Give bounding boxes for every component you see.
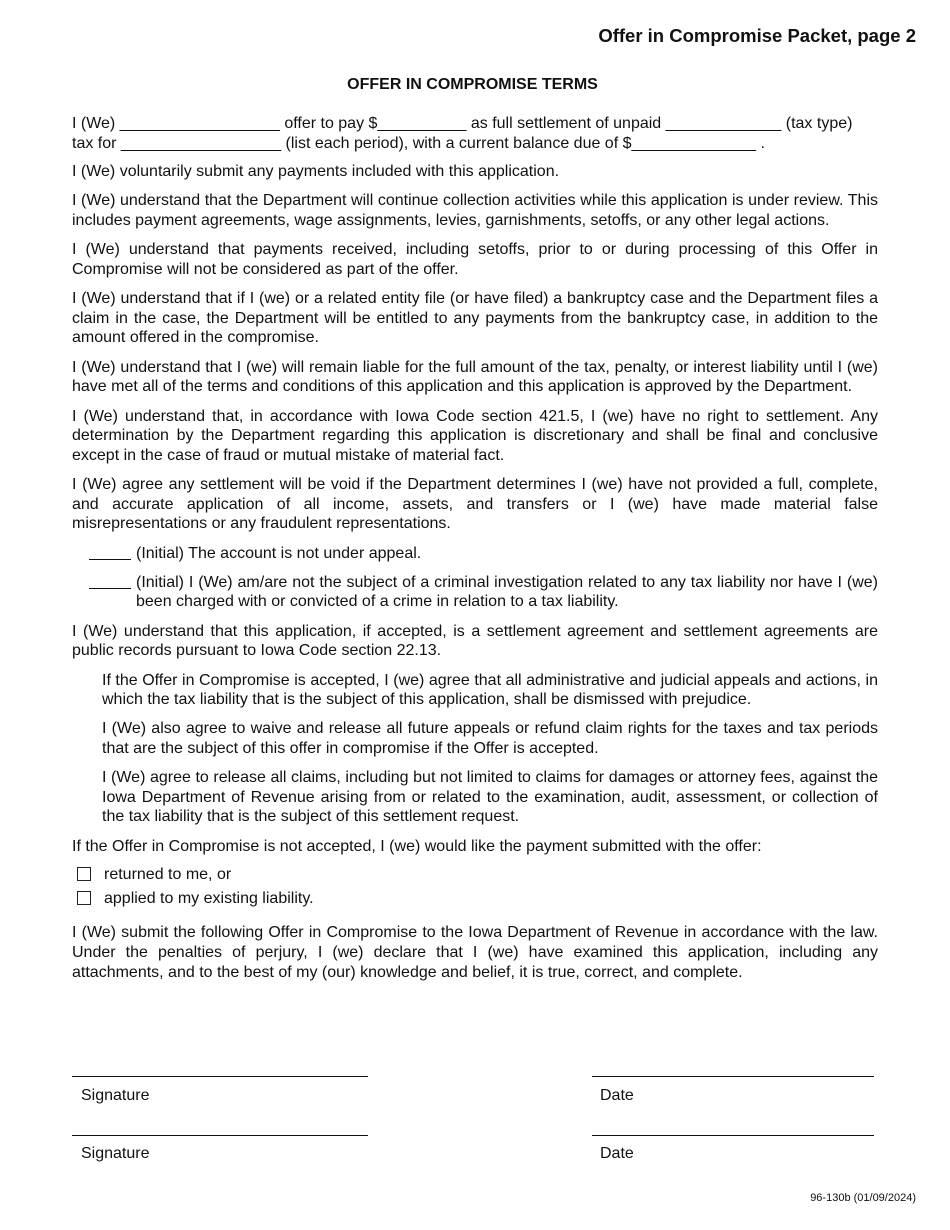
terms-body (72, 114, 878, 992)
date-line-1[interactable] (592, 1076, 874, 1077)
form-id: 96-130b (01/09/2024) (810, 1192, 916, 1204)
initial-item-appeal (89, 544, 878, 564)
signature-label-1: Signature (81, 1087, 150, 1104)
indented-paragraph: I (We) agree to release all claims, including but not limited to claims for damages or attorney fees, against the Iowa Department of Revenue arising from or related to the examination, audit, assessment, or collection of the tax liability that is the subject of this settlement request. (102, 769, 878, 826)
form-title: OFFER IN COMPROMISE TERMS (347, 76, 598, 93)
terms-paragraph: I (We) understand that I (we) will remain liable for the full amount of the tax, penalty, or interest liability until I (we) have met all of the terms and conditions of this application and this application is approved by the Department. (72, 358, 878, 396)
offer-line-1[interactable]: I (We) __________________ offer to pay $__________ as full settlement of unpaid _____________ (tax type) (72, 115, 853, 132)
indented-paragraph: I (We) also agree to waive and release all future appeals or refund claim rights for the taxes and tax periods that are the subject of this offer in compromise if the Offer is accepted. (102, 720, 878, 757)
signature-line-1[interactable] (72, 1076, 368, 1077)
option-label: applied to my existing liability. (104, 889, 314, 907)
offer-line-2[interactable]: tax for __________________ (list each period), with a current balance due of $______________ . (72, 134, 765, 152)
initial-text: (Initial) The account is not under appeal. (136, 544, 422, 562)
page-header: Offer in Compromise Packet, page 2 (598, 25, 916, 46)
option-returned[interactable] (77, 862, 878, 886)
closing-statement: I (We) submit the following Offer in Compromise to the Iowa Department of Revenue in accordance with the law. Under the penalties of perjury, I (we) declare that I (we) have examined this application, including any attachments, and to the best of my (our) knowledge and belief, it is true, correct, and complete. (72, 924, 878, 981)
option-applied[interactable] (77, 886, 878, 910)
checkbox-icon[interactable] (77, 867, 91, 881)
initial-blank[interactable] (89, 573, 131, 589)
terms-paragraph: I (We) understand that if I (we) or a related entity file (or have filed) a bankruptcy case and the Department files a claim in the case, the Department will be entitled to any payments from the bankruptcy case, in addition to the amount offered in the compromise. (72, 290, 878, 347)
date-label-1: Date (600, 1087, 634, 1104)
not-accepted-prompt: If the Offer in Compromise is not accepted, I (we) would like the payment submitted with the offer: (72, 837, 762, 855)
date-label-2: Date (600, 1145, 634, 1162)
terms-paragraph: I (We) understand that the Department will continue collection activities while this application is under review. This includes payment agreements, wage assignments, levies, garnishments, setoffs, or any other legal actions. (72, 192, 878, 230)
signature-line-2[interactable] (72, 1135, 368, 1136)
terms-paragraph: I (We) agree any settlement will be void if the Department determines I (we) have not provided a full, complete, and accurate application of all income, assets, and transfers or I (we) have made material false misrepresentations or any fraudulent representations. (72, 476, 878, 533)
signature-label-2: Signature (81, 1145, 150, 1162)
indented-paragraph: If the Offer in Compromise is accepted, I (we) agree that all administrative and judicial appeals and actions, in which the tax liability that is the subject of this application, shall be dismissed with prejudice. (102, 671, 878, 709)
terms-paragraph: I (We) understand that payments received, including setoffs, prior to or during processing of this Offer in Compromise will not be considered as part of the offer. (72, 241, 878, 278)
payment-options (72, 862, 878, 910)
initial-item-criminal (89, 573, 878, 612)
initial-text: (Initial) I (We) am/are not the subject of a criminal investigation related to any tax liability nor have I (we) been charged with or convicted of a crime in relation to a tax liability. (136, 573, 878, 611)
settlement-paragraph: I (We) understand that this application, if accepted, is a settlement agreement and settlement agreements are public records pursuant to Iowa Code section 22.13. (72, 622, 878, 660)
terms-paragraph: I (We) voluntarily submit any payments included with this application. (72, 163, 560, 181)
checkbox-icon[interactable] (77, 891, 91, 905)
terms-paragraph: I (We) understand that, in accordance with Iowa Code section 421.5, I (we) have no right to settlement. Any determination by the Department regarding this application is discretionary and shall be final and conclusive except in the case of fraud or mutual mistake of material fact. (72, 407, 878, 464)
initial-blank[interactable] (89, 544, 131, 560)
option-label: returned to me, or (104, 865, 232, 883)
date-line-2[interactable] (592, 1135, 874, 1136)
